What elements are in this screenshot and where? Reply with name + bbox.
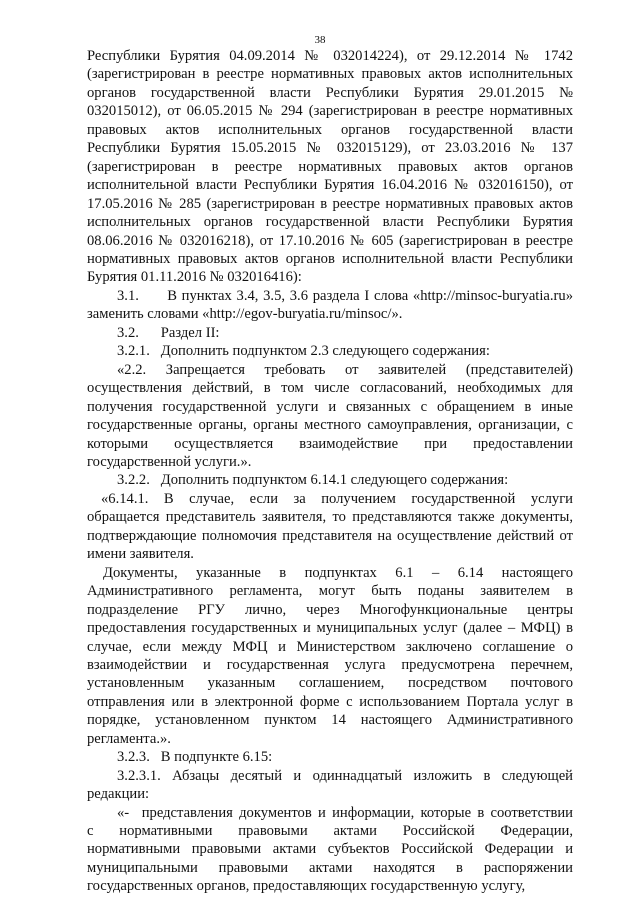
paragraph-p11 bbox=[87, 804, 573, 896]
text-line: «6.14.1. В случае, если за получением государственной услуги bbox=[101, 490, 573, 507]
text-line: государственные органы, органы местного самоуправления, организации, с bbox=[87, 417, 573, 434]
text-line: 3.2.3.1. Абзацы десятый и одиннадцатый изложить в следующей bbox=[117, 767, 573, 784]
text-line: правовых актов исполнительных органов государственной власти bbox=[87, 121, 573, 138]
text-line: которыми осуществляется взаимодействие при предоставлении bbox=[87, 435, 573, 452]
text-line: нормативными правовыми актами субъектов Российской Федерации и bbox=[87, 841, 573, 858]
text-line: предоставления государственных и муниципальных услуг (далее – МФЦ) в bbox=[87, 620, 573, 637]
text-line: регламента.». bbox=[87, 730, 171, 747]
text-line: исполнительных органов государственной власти Республики Бурятия bbox=[87, 214, 573, 231]
paragraph-p9 bbox=[87, 748, 573, 766]
text-line: 17.05.2016 № 285 (зарегистрирован в реестре нормативных правовых актов bbox=[87, 195, 573, 212]
text-line: государственных органов, предоставляющих государственную услугу, bbox=[87, 878, 526, 895]
text-line: заменить словами «http://egov-buryatia.ru/minsoc/». bbox=[87, 306, 403, 323]
text-line: «- представления документов и информации, которые в соответствии bbox=[117, 804, 573, 821]
text-line: 3.2. Раздел II: bbox=[117, 324, 220, 341]
text-line: Бурятия 01.11.2016 № 032016416): bbox=[87, 269, 302, 286]
text-line: нормативных правовых актов органов исполнительной власти Республики bbox=[87, 250, 573, 267]
text-line: Республики Бурятия 15.05.2015 № 032015129), от 23.03.2016 № 137 bbox=[87, 140, 573, 157]
text-line: исполнительной власти Республики Бурятия 16.04.2016 № 032016150), от bbox=[87, 177, 573, 194]
text-line: муниципальными правовыми актами находятся в распоряжении bbox=[87, 859, 573, 876]
document-body bbox=[87, 47, 573, 896]
text-line: редакции: bbox=[87, 786, 150, 803]
text-line: порядке, установленном пунктом 14 настоящего Административного bbox=[87, 712, 573, 729]
text-line: имени заявителя. bbox=[87, 546, 194, 563]
paragraph-p1 bbox=[87, 47, 573, 287]
text-line: Республики Бурятия 04.09.2014 № 032014224), от 29.12.2014 № 1742 bbox=[87, 48, 573, 64]
text-line: подтверждающие полномочия представителя на осуществление действий от bbox=[87, 527, 573, 544]
text-line: получения государственной услуги и связанных с обращением в иные bbox=[87, 398, 573, 415]
text-line: с нормативными правовыми актами Российской Федерации, bbox=[87, 823, 573, 840]
paragraph-p8 bbox=[87, 564, 573, 749]
text-line: установленным указанным соглашением, посредством почтового bbox=[87, 675, 573, 692]
text-line: 032015012), от 06.05.2015 № 294 (зарегистрирован в реестре нормативных bbox=[87, 103, 573, 120]
text-line: отправления или в электронной форме с использованием Портала услуг в bbox=[87, 693, 573, 710]
text-line: 3.2.1. Дополнить подпунктом 2.3 следующего содержания: bbox=[117, 343, 490, 360]
text-line: 3.2.3. В подпункте 6.15: bbox=[117, 749, 273, 766]
text-line: осуществления действий, в том числе согласований, необходимых для bbox=[87, 380, 573, 397]
text-line: 08.06.2016 № 032016218), от 17.10.2016 № 605 (зарегистрирован в реестре bbox=[87, 232, 573, 249]
text-line: Административного регламента, могут быть поданы заявителем в bbox=[87, 583, 573, 600]
paragraph-p2 bbox=[87, 287, 573, 324]
paragraph-p10 bbox=[87, 767, 573, 804]
paragraph-p3 bbox=[87, 324, 573, 342]
text-line: государственной услуги.». bbox=[87, 453, 252, 470]
text-line: взаимодействии и государственная услуга предусмотрена перечнем, bbox=[87, 656, 573, 673]
paragraph-p7 bbox=[87, 490, 573, 564]
text-line: (зарегистрирован в реестре нормативных правовых актов исполнительных bbox=[87, 66, 573, 83]
text-line: обращается представитель заявителя, то представляются также документы, bbox=[87, 509, 573, 526]
text-line: (зарегистрирован в реестре нормативных правовых актов органов bbox=[87, 158, 573, 175]
paragraph-p5 bbox=[87, 361, 573, 472]
text-line: подразделение РГУ лично, через Многофункциональные центры bbox=[87, 601, 573, 618]
text-line: случае, если между МФЦ и Министерством заключено соглашение о bbox=[87, 638, 573, 655]
text-line: «2.2. Запрещается требовать от заявителей (представителей) bbox=[117, 361, 573, 378]
text-line: Документы, указанные в подпунктах 6.1 – 6.14 настоящего bbox=[103, 564, 573, 581]
paragraph-p6 bbox=[87, 471, 573, 489]
page-number: 38 bbox=[314, 34, 326, 46]
text-line: органов государственной власти Республики Бурятия 29.01.2015 № bbox=[87, 84, 573, 101]
text-line: 3.1. В пунктах 3.4, 3.5, 3.6 раздела I слова «http://minsoc-buryatia.ru» bbox=[117, 287, 573, 304]
text-line: 3.2.2. Дополнить подпунктом 6.14.1 следующего содержания: bbox=[117, 472, 509, 489]
paragraph-p4 bbox=[87, 342, 573, 360]
